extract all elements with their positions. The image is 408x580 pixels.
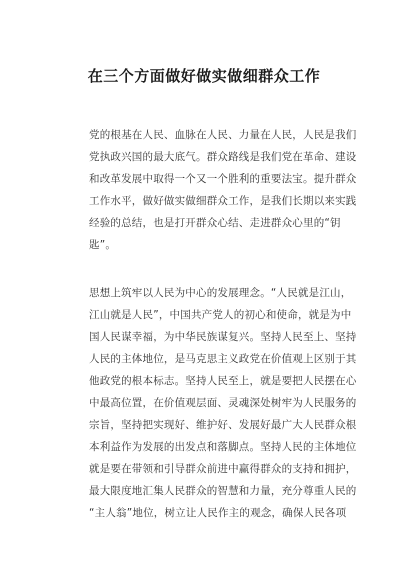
paragraph-line: 就是要在带领和引导群众前进中赢得群众的支持和拥护，: [89, 463, 357, 475]
paragraph-line: 党执政兴国的最大底气。群众路线是我们党在革命、建设: [89, 151, 357, 163]
paragraph-line: “主人翁”地位，树立让人民作主的观念，确保人民各项: [89, 507, 347, 519]
paragraph-line: 思想上筑牢以人民为中心的发展理念。“人民就是江山，: [89, 287, 352, 299]
paragraph-line: 宗旨，坚持把实现好、维护好、发展好最广大人民群众根: [89, 419, 357, 431]
document-title: 在三个方面做好做实做细群众工作: [87, 67, 321, 85]
paragraph-line: 本利益作为发展的出发点和落脚点。坚持人民的主体地位: [89, 441, 357, 453]
paragraph-line: 和改革发展中取得一个又一个胜利的重要法宝。提升群众: [89, 173, 357, 185]
paragraph-line: 国人民谋幸福，为中华民族谋复兴。坚持人民至上、坚持: [89, 331, 357, 343]
paragraph-line: 他政党的根本标志。坚持人民至上，就是要把人民摆在心: [89, 375, 357, 387]
paragraph-line: 党的根基在人民、血脉在人民、力量在人民，人民是我们: [89, 129, 357, 141]
paragraph-line: 经验的总结，也是打开群众心结、走进群众心里的“钥: [89, 217, 341, 229]
paragraph-line: 最大限度地汇集人民群众的智慧和力量，充分尊重人民的: [89, 485, 357, 497]
paragraph-line: 匙”。: [89, 239, 117, 251]
paragraph-line: 工作水平，做好做实做细群众工作，是我们长期以来实践: [89, 195, 357, 207]
paragraph-line: 中最高位置，在价值观层面、灵魂深处树牢为人民服务的: [89, 397, 357, 409]
paragraph-line: 人民的主体地位，是马克思主义政党在价值观上区别于其: [89, 353, 357, 365]
paragraph-line: 江山就是人民”，中国共产党人的初心和使命，就是为中: [89, 309, 352, 321]
